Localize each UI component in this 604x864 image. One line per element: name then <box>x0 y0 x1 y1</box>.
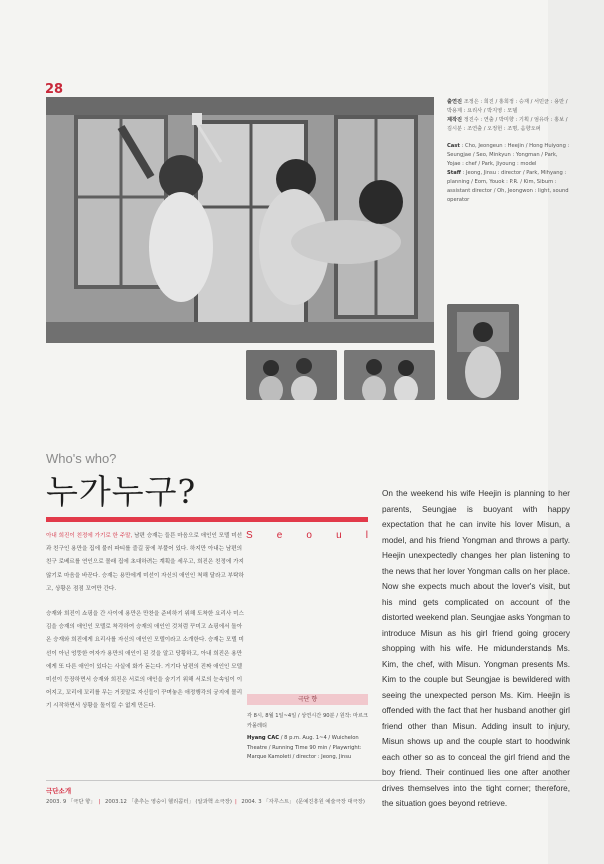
scene-photo-3 <box>447 304 519 400</box>
korean-paragraph-2: 승재와 희진이 쇼핑을 간 사이에 용만은 만찬을 준비하기 위해 도착한 요리사 미스김을 승재의 애인인 모델로 착각하여 승재의 애인인 것처럼 꾸미고 쇼핑에서 돌아온 승재와 희진에게 요리사를 자신의 애인인 모델이라고 소개한다. 승재는 모델 미선이 아닌 엉뚱한 여자가 용만의 애인이 된 것을 알고 당황하고, 아내 희진은 용만에게 또 다른 애인이 있다는 사실에 화가 돋는다. 거기다 남편의 진짜 애인인 모델 미선이 등장하면서 승재와 희진은 서로의 애인을 숨기기 위해 서로의 눈속임이 이어지고, 꼬리에 꼬리를 무는 거짓말로 자신들이 꾸며놓은 애정행각의 궁지에 몰리기 시작하면서 상황을 돌이킬 수 없게 만든다. <box>46 611 244 710</box>
staff-english: Staff : Jeong, Jinsu : director / Park, Mihyang : planning / Eom, Youok : P.R. / Kim, Sibum : assistant director / Oh, Jeongwon : light, sound operator <box>447 170 569 203</box>
city-letter: S <box>246 530 253 541</box>
page-number: 28 <box>45 82 64 97</box>
scene-photo-2 <box>344 350 435 400</box>
company-history: 2003. 9 「극단 향」 | 2003.12 「춘추는 영숭이 헬리콥터」 (알과핵 소극장) | 2004. 3 「자루스트」 (문예진흥원 예술극장 대극장) <box>46 799 365 805</box>
history-entry: 2004. 3 「자루스트」 (문예진흥원 예술극장 대극장) <box>241 799 365 805</box>
venue-korean: 각 8시, 8월 1일~4일 / 상연시간 90분 / 원작: 마르크 카몰레티 <box>247 713 369 729</box>
history-entry: 2003. 9 「극단 향」 <box>46 799 96 805</box>
venue-english: Hyang CAC / 8 p.m. Aug. 1~4 / Wuichelon Theatre / Running Time 90 min / Playwright: Marque Kamoleti / director : Jeong, Jinsu <box>247 735 362 760</box>
city-letter: u <box>336 530 342 541</box>
city-letter: o <box>306 530 312 541</box>
korean-paragraph-1: 아내 희진이 친정에 가기로 한 주말, 남편 승재는 들뜬 마음으로 애인인 모델 미선과 친구인 용만을 집에 불러 파티를 즐길 꿈에 부풀어 있다. 하지만 아내는 남편의 친구 로베르를 연인으로 몰래 집에 초대하려는 계획을 세우고, 희진은 친정에 가지 않기로 마음을 바꾼다. 승재는 용만에게 미선이 자신의 애인인 척해 달라고 부탁하고, 상황은 점점 꼬여만 간다. <box>46 533 244 592</box>
korean-lead: 아내 희진이 친정에 가기로 한 주말, <box>46 533 133 539</box>
red-rule <box>46 517 368 522</box>
english-synopsis: On the weekend his wife Heejin is planning to her parents, Seungjae is buoyant with happy expectation that he can invite his lover Misun, a model, and his friend Yongman and throws a party. Heejin unexpectedly changes her plan listening to the news that her lover Yongman calls on her place. Now she expects much about the lover's visit, but his mind gets complicated on account of the distorted weekend plan. Seungjae asks Yongman to introduce Misun as his girl friend going grocery shopping with his wife. He midunderstands Ms. Kim, the chef, with Misun. Yongman presents Ms. Kim to the couple but Seungjae is bewildered with seeing the unexpected person Ms. Kim. Heejin is offended with the fact that her husband another girl friend other than Misun. Adding insult to injury, Misun shows up and the couple start to hoodwink each other so as to conceal the girl friend and the boy friend. Their continued lies one after another drives themselves into the tight corner; therefore, the situation goes beyond retrieve. <box>382 489 570 808</box>
venue-info <box>247 712 369 763</box>
city-letter: e <box>276 530 283 541</box>
history-entry: 2003.12 「춘추는 영숭이 헬리콥터」 (알과핵 소극장) <box>105 799 232 805</box>
section-kicker: Who's who? <box>46 451 117 466</box>
footer-divider <box>46 780 566 781</box>
korean-synopsis <box>46 530 246 726</box>
company-history-title: 극단소개 <box>46 787 72 795</box>
city-letter: l <box>365 530 368 541</box>
cast-english: Cast : Cho, Jeongeun : Heejin / Hong Huiyong : Seungjae / Seo, Minkyun : Yongman / Park, Yojae : chef / Park, Jiyoung : model <box>447 143 570 167</box>
company-badge: 극단 향 <box>247 694 368 705</box>
staff-korean: 제작진 정진수 : 연출 / 박미향 : 기획 / 엄유라 : 홍보 / 김시분 : 조연출 / 오정헌 : 조명, 음향오퍼 <box>447 117 568 132</box>
scene-photo-1 <box>246 350 337 400</box>
play-title: 누가누구? <box>46 472 197 511</box>
credits-block <box>447 98 571 213</box>
city-label <box>246 530 368 541</box>
cast-korean: 출연진 조정은 : 희진 / 홍희정 : 승재 / 서민균 : 용만 / 박용제 : 요리사 / 박지영 : 모델 <box>447 99 568 114</box>
main-stage-photo <box>46 97 434 343</box>
